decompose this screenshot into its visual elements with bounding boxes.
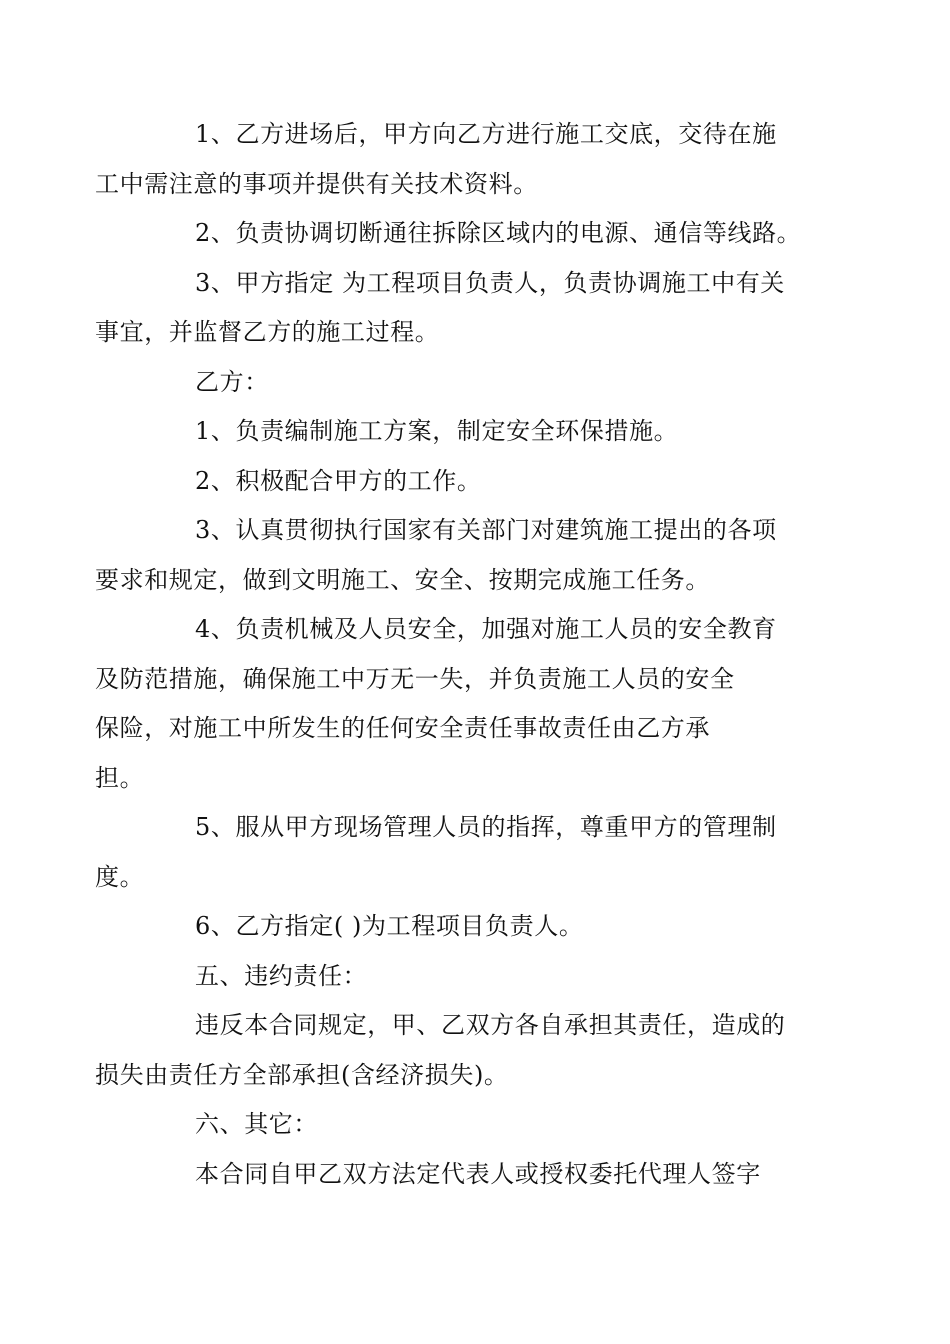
paragraph-1 bbox=[95, 110, 825, 209]
paragraph-6 bbox=[145, 457, 825, 507]
paragraph-line: 3、甲方指定 为工程项目负责人，负责协调施工中有关 bbox=[195, 268, 785, 297]
section-heading-breach bbox=[145, 952, 825, 1002]
document-body bbox=[95, 110, 825, 1199]
paragraph-line: 3、认真贯彻执行国家有关部门对建筑施工提出的各项 bbox=[195, 516, 777, 544]
paragraph-line: 及防范措施，确保施工中万无一失，并负责施工人员的安全 bbox=[95, 664, 735, 693]
paragraph-12 bbox=[95, 1001, 825, 1100]
paragraph-line: 事宜，并监督乙方的施工过程。 bbox=[95, 318, 440, 346]
section-heading-party-b bbox=[145, 358, 825, 408]
paragraph-14 bbox=[145, 1150, 825, 1200]
paragraph-line: 六、其它： bbox=[195, 1110, 318, 1138]
paragraph-line: 2、负责协调切断通往拆除区域内的电源、通信等线路。 bbox=[195, 219, 802, 247]
paragraph-5 bbox=[145, 407, 825, 457]
paragraph-10 bbox=[145, 902, 825, 952]
paragraph-line: 乙方： bbox=[195, 367, 269, 396]
paragraph-line: 2、积极配合甲方的工作。 bbox=[195, 466, 482, 495]
paragraph-7 bbox=[95, 506, 825, 605]
paragraph-line: 违反本合同规定，甲、乙双方各自承担其责任，造成的 bbox=[195, 1011, 786, 1039]
paragraph-8 bbox=[95, 605, 825, 803]
paragraph-9 bbox=[95, 803, 825, 902]
section-heading-other bbox=[145, 1100, 825, 1150]
paragraph-line: 本合同自甲乙双方法定代表人或授权委托代理人签字 bbox=[195, 1159, 761, 1188]
paragraph-line: 6、乙方指定( )为工程项目负责人。 bbox=[195, 912, 584, 940]
paragraph-2 bbox=[145, 209, 825, 259]
paragraph-line: 1、乙方进场后，甲方向乙方进行施工交底，交待在施 bbox=[195, 120, 777, 148]
paragraph-line: 1、负责编制施工方案，制定安全环保措施。 bbox=[195, 417, 679, 445]
paragraph-line: 4、负责机械及人员安全，加强对施工人员的安全教育 bbox=[195, 615, 777, 643]
paragraph-line: 保险，对施工中所发生的任何安全责任事故责任由乙方承 bbox=[95, 714, 710, 742]
paragraph-line: 担。 bbox=[95, 763, 145, 792]
paragraph-line: 度。 bbox=[95, 862, 145, 891]
paragraph-line: 损失由责任方全部承担(含经济损失)。 bbox=[95, 1060, 509, 1089]
paragraph-line: 5、服从甲方现场管理人员的指挥，尊重甲方的管理制 bbox=[195, 813, 777, 841]
paragraph-line: 五、违约责任： bbox=[195, 961, 368, 990]
paragraph-line: 要求和规定，做到文明施工、安全、按期完成施工任务。 bbox=[95, 565, 710, 594]
paragraph-line: 工中需注意的事项并提供有关技术资料。 bbox=[95, 169, 538, 198]
paragraph-3 bbox=[95, 259, 825, 358]
